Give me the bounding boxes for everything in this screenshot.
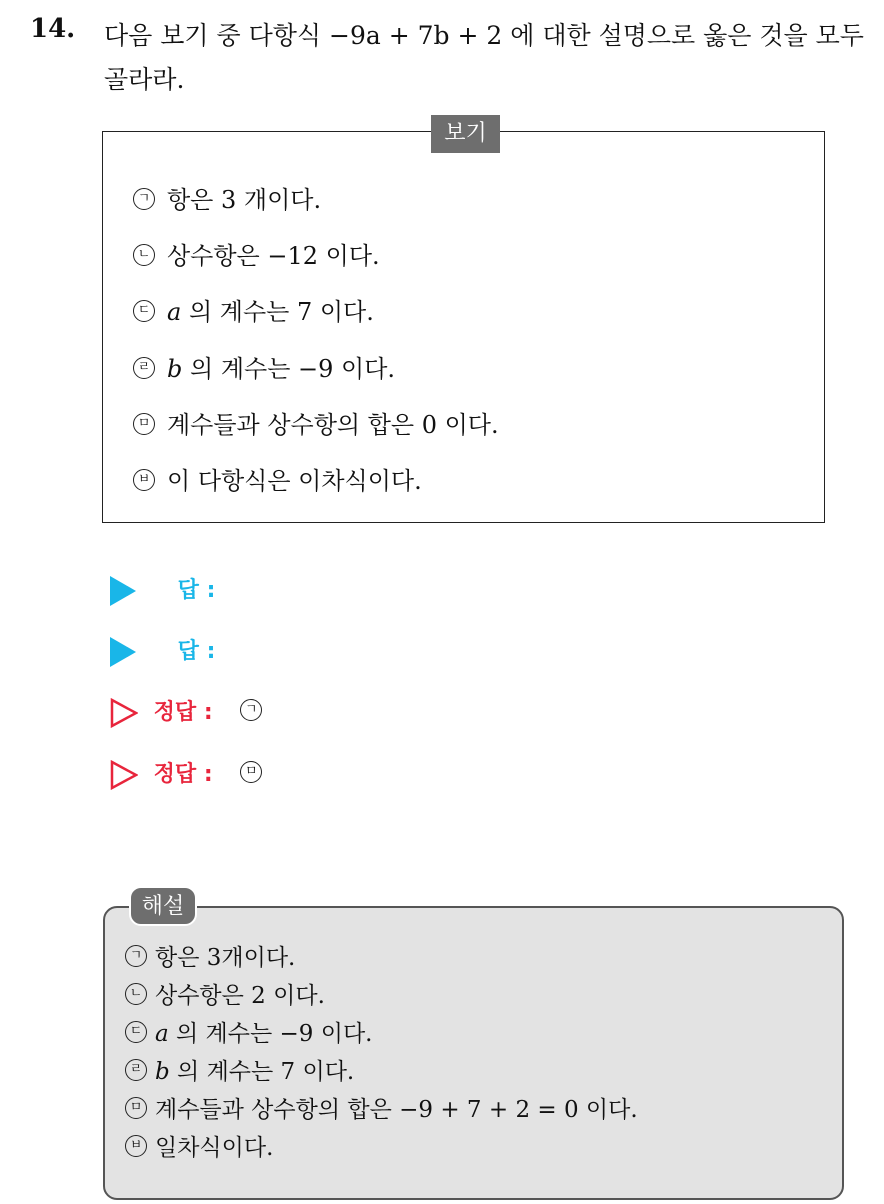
circled-mark-icon: ㄱ — [125, 945, 147, 967]
explanation-text: 계수들과 상수항의 합은 −9 + 7 + 2 = 0 이다. — [155, 1097, 638, 1123]
circled-mark-icon: ㄱ — [240, 699, 262, 721]
explanation-line — [125, 1129, 273, 1167]
question-text — [104, 14, 874, 102]
correct-answer-row — [110, 755, 274, 795]
explanation-text: 항은 3개이다. — [155, 945, 296, 971]
circled-mark-icon: ㅁ — [125, 1097, 147, 1119]
question-expression: −9a + 7b + 2 — [329, 21, 503, 50]
explanation-line — [125, 977, 325, 1015]
explanation-var: a — [155, 1021, 169, 1047]
circled-mark-icon: ㅂ — [133, 469, 155, 491]
circled-mark-icon: ㄷ — [133, 300, 155, 322]
explanation-line — [125, 1015, 373, 1053]
bogi-item — [133, 236, 380, 276]
explanation-text: 의 계수는 7 이다. — [177, 1059, 355, 1085]
explanation-var: b — [155, 1059, 170, 1085]
answer-blank-label: 답 : — [177, 639, 216, 664]
circled-mark-icon: ㄹ — [133, 357, 155, 379]
circled-mark-icon: ㄴ — [125, 983, 147, 1005]
correct-answer-label: 정답 : — [153, 700, 213, 725]
bogi-title: 보기 — [431, 115, 500, 153]
circled-mark-icon: ㅁ — [240, 761, 262, 783]
bogi-item-text: 상수항은 −12 이다. — [167, 242, 380, 270]
answer-blank-row — [110, 571, 215, 611]
circled-mark-icon: ㅁ — [133, 413, 155, 435]
explanation-title: 해설 — [129, 886, 197, 926]
explanation-line — [125, 1091, 638, 1129]
answer-blank-label: 답 : — [177, 578, 216, 603]
bogi-item — [133, 349, 395, 389]
circled-mark-icon: ㄹ — [125, 1059, 147, 1081]
question-text-part2: 에 대한 설명으로 옳은 것을 모두 골라라. — [104, 21, 864, 94]
correct-answer-label: 정답 : — [153, 762, 213, 787]
question-text-part1: 다음 보기 중 다항식 — [104, 21, 322, 50]
bogi-item-text: 의 계수는 −9 이다. — [190, 355, 396, 383]
bogi-item — [133, 461, 422, 501]
outline-triangle-icon — [110, 760, 138, 790]
explanation-text: 상수항은 2 이다. — [155, 983, 325, 1009]
outline-triangle-icon — [110, 698, 138, 728]
explanation-line — [125, 1053, 354, 1091]
bogi-item-var: a — [167, 298, 182, 326]
bogi-item-var: b — [167, 355, 183, 383]
explanation-text: 일차식이다. — [155, 1135, 274, 1161]
question-number: 14. — [30, 14, 76, 44]
explanation-text: 의 계수는 −9 이다. — [176, 1021, 373, 1047]
circled-mark-icon: ㄱ — [133, 188, 155, 210]
circled-mark-icon: ㅂ — [125, 1135, 147, 1157]
bogi-item — [133, 292, 374, 332]
bogi-item-text: 의 계수는 7 이다. — [188, 298, 374, 326]
filled-triangle-icon — [110, 637, 136, 667]
bogi-item — [133, 405, 499, 445]
explanation-line — [125, 939, 295, 977]
correct-answer-row — [110, 693, 274, 733]
circled-mark-icon: ㄷ — [125, 1021, 147, 1043]
filled-triangle-icon — [110, 576, 136, 606]
circled-mark-icon: ㄴ — [133, 244, 155, 266]
answer-blank-row — [110, 632, 215, 672]
bogi-item-text: 이 다항식은 이차식이다. — [167, 467, 422, 495]
bogi-item — [133, 180, 321, 220]
bogi-item-text: 항은 3 개이다. — [167, 186, 322, 214]
bogi-item-text: 계수들과 상수항의 합은 0 이다. — [167, 411, 499, 439]
